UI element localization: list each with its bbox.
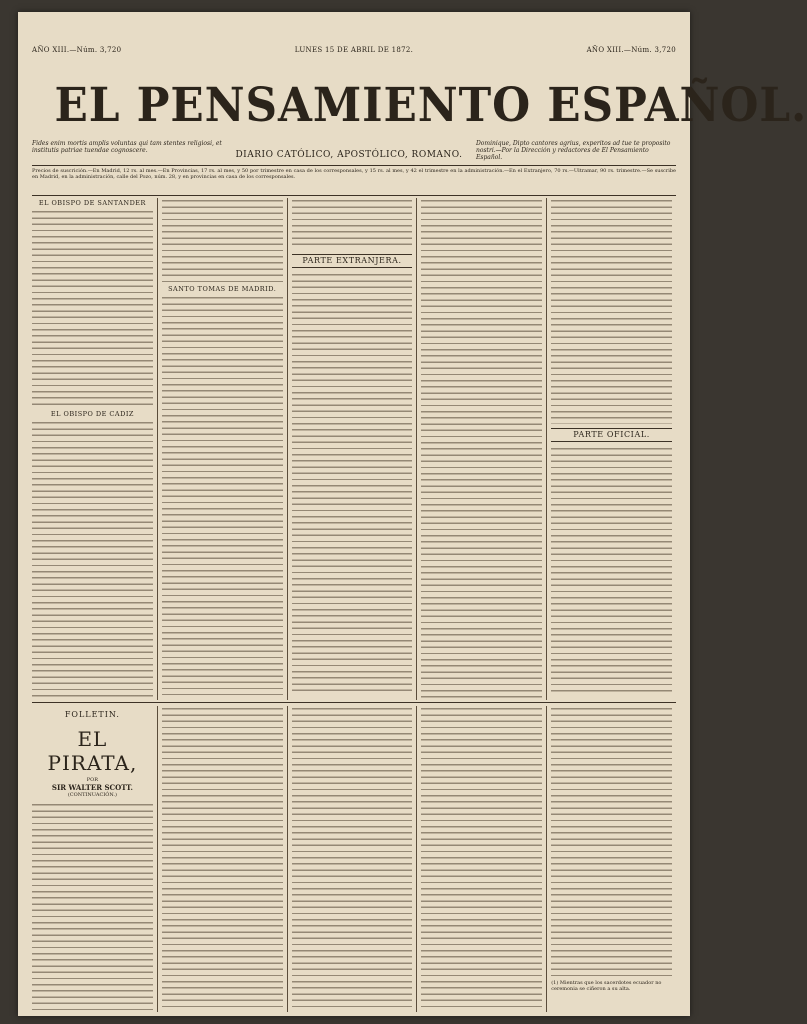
section-heading: EL OBISPO DE SANTANDER bbox=[38, 199, 146, 207]
folletin-column-4 bbox=[421, 706, 547, 1012]
body-text bbox=[551, 446, 672, 696]
folletin-column-3 bbox=[292, 706, 418, 1012]
column-5 bbox=[551, 198, 676, 700]
newspaper-subtitle: DIARIO CATÓLICO, APOSTÓLICO, ROMANO. bbox=[235, 150, 463, 160]
newspaper-title: EL PENSAMIENTO ESPAÑOL. bbox=[54, 78, 807, 133]
folletin-column-1 bbox=[32, 706, 158, 1012]
serial-continuation: (CONTINUACIÓN.) bbox=[67, 792, 117, 798]
serial-por: POR bbox=[86, 777, 99, 783]
issue-number-left: AÑO XIII.—Núm. 3,720 bbox=[32, 46, 122, 54]
section-heading: PARTE OFICIAL. bbox=[551, 428, 672, 442]
body-text bbox=[162, 295, 283, 695]
body-text bbox=[292, 198, 413, 250]
masthead-subrow bbox=[32, 140, 676, 161]
pricing-text: Precios de suscrición.—En Madrid, 12 rs. al mes.—En Provincias, 17 rs. al mes, y 50 por trimestre en casa de los corresponsales, y 15 rs. al mes, y 42 el trimestre en la administración.—En el Extranjero, 70 rs.—Ultramar, 90 rs. trimestre.—Se suscribe en Madrid, en la administración, calle del Pozo, núm. 28, y en provincias en casa de los corresponsales. bbox=[32, 168, 676, 180]
folletin-section bbox=[32, 706, 676, 1012]
body-text bbox=[32, 420, 153, 700]
body-text bbox=[551, 198, 672, 424]
divider bbox=[32, 165, 676, 166]
folletin-column-5 bbox=[551, 706, 676, 1012]
section-heading: SANTO TOMAS DE MADRID. bbox=[168, 285, 277, 293]
column-4 bbox=[421, 198, 547, 700]
column-3 bbox=[292, 198, 418, 700]
section-heading: PARTE EXTRANJERA. bbox=[292, 254, 413, 268]
body-text bbox=[551, 706, 672, 976]
body-text bbox=[32, 802, 153, 1012]
folletin-column-2 bbox=[162, 706, 288, 1012]
section-heading: EL OBISPO DE CADIZ bbox=[50, 410, 134, 419]
body-text bbox=[162, 198, 283, 284]
issue-line bbox=[32, 46, 676, 54]
body-text bbox=[162, 706, 283, 1012]
divider bbox=[32, 702, 676, 703]
serial-title: EL PIRATA, bbox=[47, 727, 138, 775]
article-columns bbox=[32, 198, 676, 700]
body-text bbox=[292, 272, 413, 692]
newspaper-page bbox=[18, 12, 807, 1016]
serial-author: SIR WALTER SCOTT. bbox=[51, 783, 133, 792]
column-1 bbox=[32, 198, 158, 700]
body-text bbox=[292, 706, 413, 1012]
editor-note: Dominique, Dipto cantores agrius, experitos ad tue te proposito nostri.—Por la Dirección y redactores de El Pensamiento Español. bbox=[475, 140, 671, 161]
column-2 bbox=[162, 198, 288, 700]
folletin-label: FOLLETIN. bbox=[64, 710, 120, 719]
body-text bbox=[421, 706, 542, 1012]
issue-number-right: AÑO XIII.—Núm. 3,720 bbox=[586, 46, 676, 54]
divider bbox=[32, 195, 676, 196]
motto: Fides enim mortis amplis voluntas qui tam stentes religiosi, et institutis patriae tuendae cognoscere. bbox=[32, 140, 222, 154]
footnote: (1) Mientras que los sacerdotes ecuador no ceremonia se ciñeron a su alta. bbox=[551, 980, 662, 992]
issue-date: LUNES 15 DE ABRIL DE 1872. bbox=[294, 46, 414, 54]
body-text bbox=[32, 209, 153, 409]
body-text bbox=[421, 198, 542, 700]
